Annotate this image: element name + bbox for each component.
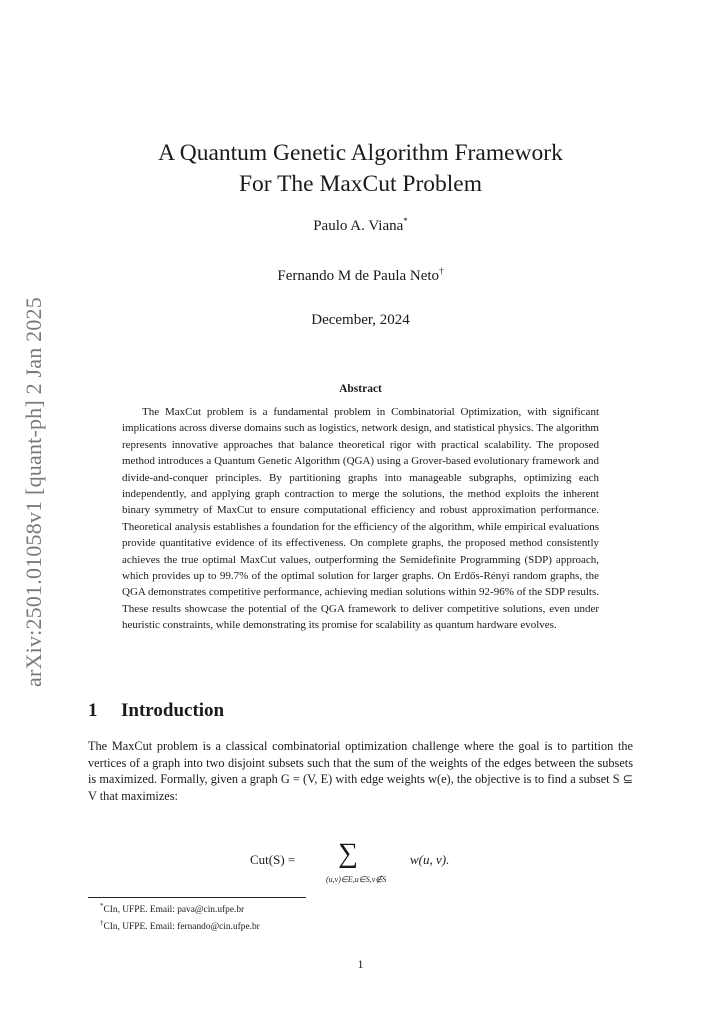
summation-symbol: ∑ <box>338 838 358 869</box>
author-2-footnote-mark: † <box>439 266 444 276</box>
author-2 <box>88 266 633 285</box>
footnote-1-text: CIn, UFPE. Email: pava@cin.ufpe.br <box>103 905 245 916</box>
footnote-rule <box>88 897 306 898</box>
equation-rhs: w(u, v). <box>410 852 450 867</box>
title-line-1: A Quantum Genetic Algorithm Framework <box>158 140 563 166</box>
author-1 <box>88 216 633 235</box>
section-heading <box>88 700 224 722</box>
footnote-2-mark: † <box>100 918 104 927</box>
paper-title <box>88 138 633 200</box>
section-title: Introduction <box>121 700 225 721</box>
footnote-2-text: CIn, UFPE. Email: fernando@cin.ufpe.br <box>103 921 260 932</box>
footnote-1 <box>100 900 260 917</box>
summation-subscript: (u,v)∈E,u∈S,v∉S <box>326 875 387 884</box>
author-1-name: Paulo A. Viana <box>313 218 404 234</box>
author-1-footnote-mark: * <box>403 216 408 226</box>
footnote-2 <box>100 917 260 934</box>
footnotes <box>100 900 260 933</box>
abstract-heading: Abstract <box>339 383 382 395</box>
introduction-paragraph: The MaxCut problem is a classical combinatorial optimization challenge where the goal is to partition the vertices of a graph into two disjoint subsets such that the sum of the weights of the edges between the subsets is maximized. Formally, given a graph G = (V, E) with edge weights w(e), the objective is to find a subset S ⊆ V that maximizes: <box>88 739 633 803</box>
equation-lhs: Cut(S) = <box>250 852 296 867</box>
author-2-name: Fernando M de Paula Neto <box>277 268 440 284</box>
title-line-2: For The MaxCut Problem <box>238 171 483 197</box>
abstract-body: The MaxCut problem is a fundamental problem in Combinatorial Optimization, with significant implications across diverse domains such as logistics, network design, and statistical physics. The algorithm represents innovative approaches that balance theoretical rigor with practical scalability. The proposed method introduces a Quantum Genetic Algorithm (QGA) using a Grover-based evolutionary framework and divide-and-conquer principles. By partitioning graphs into manageable subgraphs, optimizing each independently, and applying graph contraction to merge the solutions, the method exploits the inherent binary symmetry of MaxCut to ensure computational efficiency and robust approximation performance. Theoretical analysis establishes a foundation for the efficiency of the algorithm, while empirical evaluations provide quantitative evidence of its effectiveness. On complete graphs, the proposed method consistently achieves the true optimal MaxCut values, outperforming the Semidefinite Programming (SDP) approach, which provides up to 99.7% of the optimal solution for larger graphs. On Erdős-Rényi random graphs, the QGA demonstrates competitive performance, achieving median solutions within 92-96% of the SDP results. These results showcase the potential of the QGA framework to deliver competitive solutions, even under heuristic constraints, while demonstrating its promise for scalability as quantum hardware evolves. <box>122 406 599 632</box>
page-number: 1 <box>357 957 364 971</box>
arxiv-identifier-stamp: arXiv:2501.01058v1 [quant-ph] 2 Jan 2025 <box>21 297 46 687</box>
paper-date: December, 2024 <box>311 312 410 328</box>
section-number: 1 <box>88 700 98 721</box>
maxcut-equation <box>250 838 510 889</box>
footnote-1-mark: * <box>100 902 104 910</box>
